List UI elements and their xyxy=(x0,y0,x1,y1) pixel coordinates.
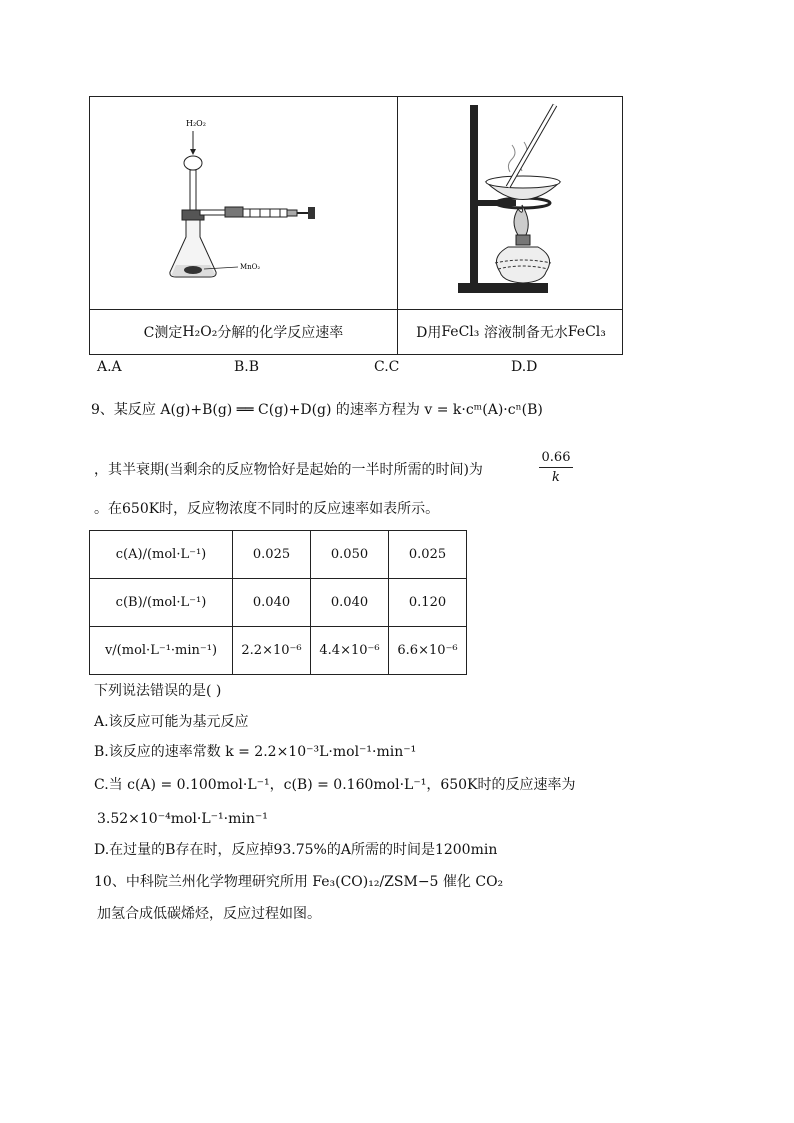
row-head-cb: c(B)/(mol·L⁻¹) xyxy=(90,579,233,627)
q9-stem-line1: 9、某反应 A(g)+B(g) ══ C(g)+D(g) 的速率方程为 v = k·cᵐ(A)·cⁿ(B) xyxy=(91,402,543,418)
table-cell: 0.025 xyxy=(389,531,467,579)
q9-option-c-line2: 3.52×10⁻⁴mol·L⁻¹·min⁻¹ xyxy=(97,811,268,827)
row-head-ca: c(A)/(mol·L⁻¹) xyxy=(90,531,233,579)
q9-stem-line2: ，其半衰期(当剩余的反应物恰好是起始的一半时所需的时间)为 xyxy=(94,462,483,478)
table-row xyxy=(90,627,467,675)
table-cell: 0.040 xyxy=(311,579,389,627)
table-row xyxy=(90,531,467,579)
fraction-denominator: k xyxy=(552,470,560,485)
option-b: B.B xyxy=(234,359,260,375)
option-d: D.D xyxy=(511,359,538,375)
q9-option-d: D.在过量的B存在时，反应掉93.75%的A所需的时间是1200min xyxy=(94,842,498,858)
label-mno2: MnO₂ xyxy=(240,263,261,271)
q10-line2: 加氢合成低碳烯烃，反应过程如图。 xyxy=(97,906,321,922)
rate-data-table xyxy=(89,530,467,675)
option-c: C.C xyxy=(374,359,400,375)
table-cell: 0.120 xyxy=(389,579,467,627)
caption-c: C测定 H₂O₂ 分解的化学反应速率 xyxy=(143,324,344,341)
table-cell: 0.050 xyxy=(311,531,389,579)
row-head-v: v/(mol·L⁻¹·min⁻¹) xyxy=(90,627,233,675)
figure-d-evaporation-apparatus xyxy=(398,97,624,309)
fraction-numerator: 0.66 xyxy=(541,450,571,465)
table-cell: 6.6×10⁻⁶ xyxy=(389,627,467,675)
table-row xyxy=(90,579,467,627)
table-cell: 0.025 xyxy=(233,531,311,579)
q9-question: 下列说法错误的是( ) xyxy=(94,683,222,699)
q10-line1: 10、中科院兰州化学物理研究所用 Fe₃(CO)₁₂/ZSM−5 催化 CO₂ xyxy=(94,874,504,890)
q9-option-a: A.该反应可能为基元反应 xyxy=(94,714,249,730)
table-cell: 2.2×10⁻⁶ xyxy=(233,627,311,675)
q9-option-b: B.该反应的速率常数 k = 2.2×10⁻³L·mol⁻¹·min⁻¹ xyxy=(94,744,417,760)
q9-stem-line3: 。在650K时，反应物浓度不同时的反应速率如表所示。 xyxy=(94,501,440,517)
figure-c-h2o2-apparatus xyxy=(90,97,397,309)
label-h2o2: H₂O₂ xyxy=(186,119,206,128)
half-life-fraction xyxy=(539,450,573,485)
option-a: A.A xyxy=(97,359,122,375)
table-cell: 4.4×10⁻⁶ xyxy=(311,627,389,675)
apparatus-table xyxy=(89,96,623,355)
table-cell: 0.040 xyxy=(233,579,311,627)
q9-option-c-line1: C.当 c(A) = 0.100mol·L⁻¹，c(B) = 0.160mol·L⁻¹，650K时的反应速率为 xyxy=(94,777,576,793)
caption-d: D用 FeCl₃ 溶液制备无水 FeCl₃ xyxy=(416,324,606,341)
